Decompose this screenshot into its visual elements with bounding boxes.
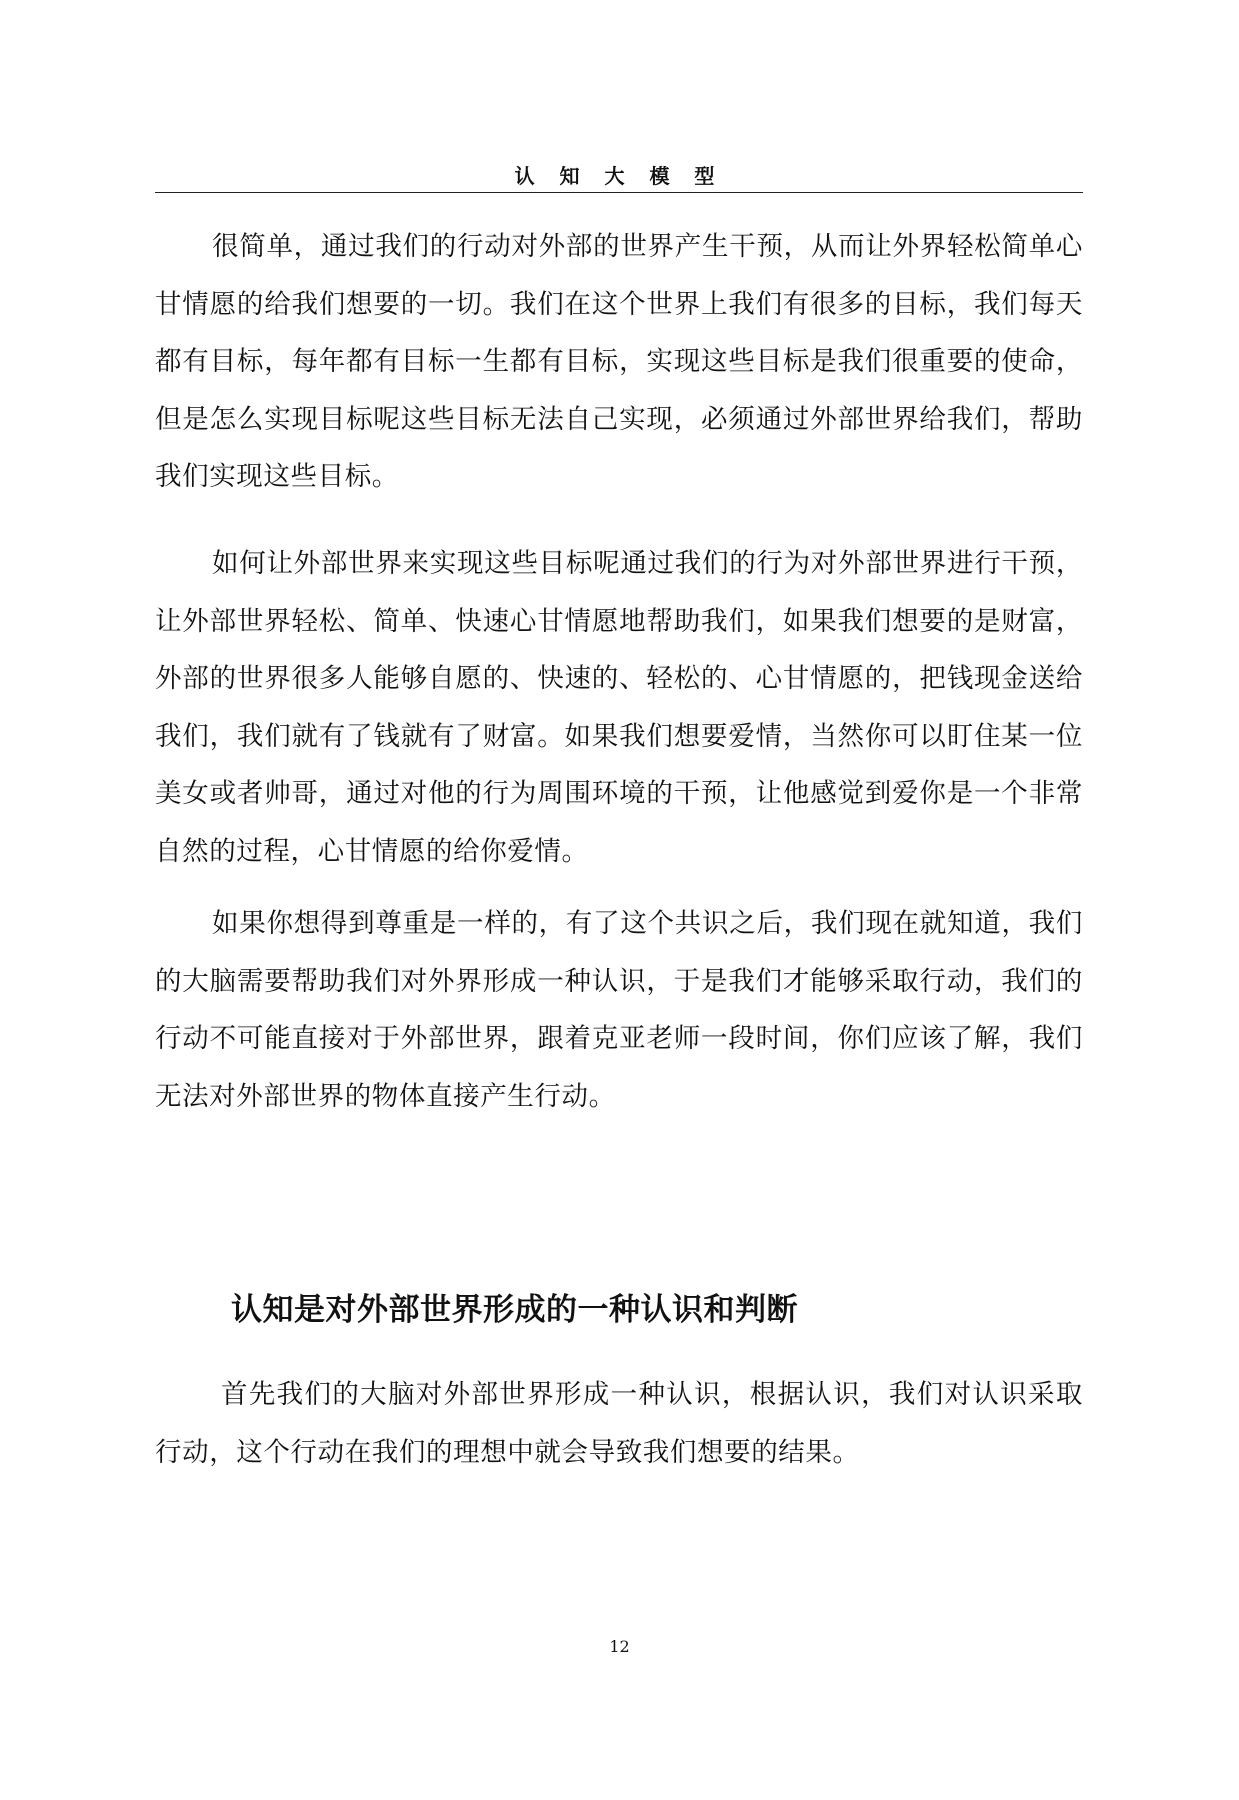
body-paragraph-2: 如何让外部世界来实现这些目标呢通过我们的行为对外部世界进行干预，让外部世界轻松、简单、快速心甘情愿地帮助我们，如果我们想要的是财富，外部的世界很多人能够自愿的、快速的、轻松的、心甘情愿的，把钱现金送给我们，我们就有了钱就有了财富。如果我们想要爱情，当然你可以盯住某一位美女或者帅哥，通过对他的行为周围环境的干预，让他感觉到爱你是一个非常自然的过程，心甘情愿的给你爱情。	[155, 548, 1083, 867]
header-divider	[155, 192, 1083, 193]
section-paragraph: 首先我们的大脑对外部世界形成一种认识，根据认识，我们对认识采取行动，这个行动在我们的理想中就会导致我们想要的结果。	[155, 1379, 1083, 1468]
body-paragraph-3: 如果你想得到尊重是一样的，有了这个共识之后，我们现在就知道，我们的大脑需要帮助我们对外界形成一种认识，于是我们才能够采取行动，我们的行动不可能直接对于外部世界，跟着克亚老师一段时间，你们应该了解，我们无法对外部世界的物体直接产生行动。	[155, 908, 1083, 1112]
body-paragraph-1: 很简单，通过我们的行动对外部的世界产生干预，从而让外界轻松简单心甘情愿的给我们想要的一切。我们在这个世界上我们有很多的目标，我们每天都有目标，每年都有目标一生都有目标，实现这些目标是我们很重要的使命，但是怎么实现目标呢这些目标无法自己实现，必须通过外部世界给我们，帮助我们实现这些目标。	[155, 231, 1083, 493]
running-header-title: 认 知 大 模 型	[514, 164, 724, 188]
section-heading: 认知是对外部世界形成的一种认识和判断	[231, 1292, 798, 1328]
page-number: 12	[609, 1637, 630, 1656]
